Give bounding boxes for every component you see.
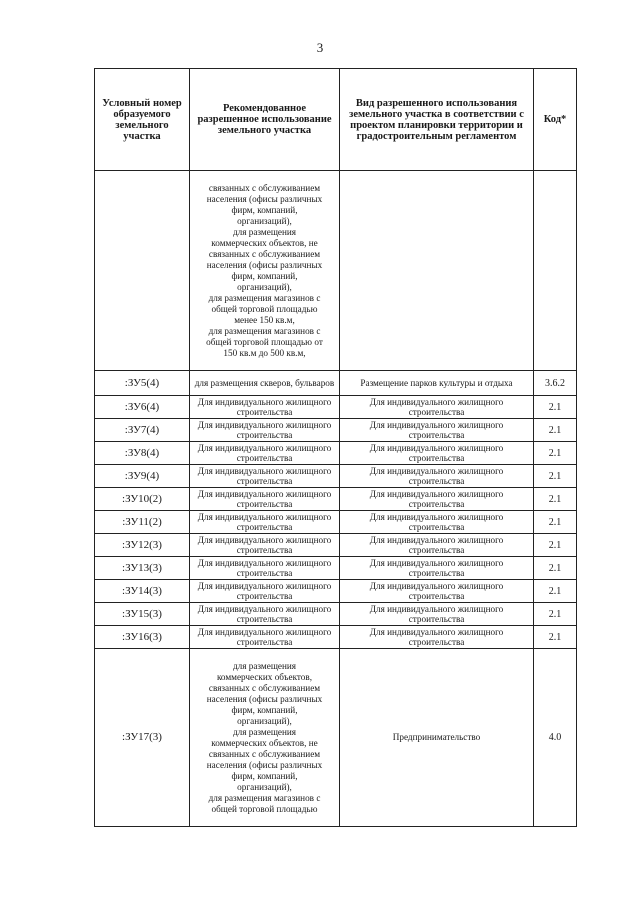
- cell-permitted-use: Для индивидуального жилищного строительства: [340, 396, 534, 419]
- cell-permitted-use: Для индивидуального жилищного строительства: [340, 465, 534, 488]
- table-row: [95, 534, 577, 557]
- header-plot-number: Условный номер образуемого земельного участка: [95, 69, 190, 171]
- table-row: [95, 511, 577, 534]
- cell-plot-number: :ЗУ7(4): [95, 419, 190, 442]
- land-plot-table: [94, 68, 577, 827]
- table-row: [95, 649, 577, 827]
- cell-code: 2.1: [534, 442, 577, 465]
- cell-recommended-use: Для индивидуального жилищного строительства: [190, 396, 340, 419]
- cell-empty: [95, 171, 190, 371]
- cell-plot-number: :ЗУ15(3): [95, 603, 190, 626]
- header-permitted-use-type: Вид разрешенного использования земельного участка в соответствии с проектом планировки территории и градостроительным регламентом: [340, 69, 534, 171]
- cell-code: 2.1: [534, 488, 577, 511]
- cell-plot-number: :ЗУ16(3): [95, 626, 190, 649]
- table-row: [95, 465, 577, 488]
- table-header-row: [95, 69, 577, 171]
- table-row: [95, 419, 577, 442]
- cell-code: 2.1: [534, 511, 577, 534]
- cell-recommended-use: связанных с обслуживанием населения (офисы различных фирм, компаний, организаций), для размещения коммерческих объектов, не связанных с обслуживанием населения (офисы различных фирм, компаний, организаций), для размещения магазинов с общей торговой площадью менее 150 кв.м, для размещения магазинов с общей торговой площадью от 150 кв.м до 500 кв.м,: [190, 171, 340, 371]
- cell-permitted-use: Размещение парков культуры и отдыха: [340, 371, 534, 396]
- cell-plot-number: :ЗУ8(4): [95, 442, 190, 465]
- cell-code: 2.1: [534, 603, 577, 626]
- cell-plot-number: :ЗУ12(3): [95, 534, 190, 557]
- cell-permitted-use: Для индивидуального жилищного строительства: [340, 419, 534, 442]
- cell-code: 2.1: [534, 419, 577, 442]
- cell-code: 2.1: [534, 557, 577, 580]
- cell-recommended-use: Для индивидуального жилищного строительства: [190, 419, 340, 442]
- table-row-continuation: [95, 171, 577, 371]
- cell-recommended-use: Для индивидуального жилищного строительства: [190, 580, 340, 603]
- cell-recommended-use: Для индивидуального жилищного строительства: [190, 557, 340, 580]
- cell-code: 2.1: [534, 396, 577, 419]
- page-number: 3: [316, 40, 324, 55]
- cell-recommended-use: для размещения коммерческих объектов, связанных с обслуживанием населения (офисы различных фирм, компаний, организаций), для размещения коммерческих объектов, не связанных с обслуживанием населения (офисы различных фирм, компаний, организаций), для размещения магазинов с общей торговой площадью: [190, 649, 340, 827]
- table-row: [95, 557, 577, 580]
- cell-recommended-use: Для индивидуального жилищного строительства: [190, 603, 340, 626]
- cell-plot-number: :ЗУ10(2): [95, 488, 190, 511]
- cell-permitted-use: Для индивидуального жилищного строительства: [340, 557, 534, 580]
- table-row: [95, 580, 577, 603]
- cell-code: 2.1: [534, 534, 577, 557]
- cell-plot-number: :ЗУ6(4): [95, 396, 190, 419]
- table-row: [95, 371, 577, 396]
- cell-recommended-use: Для индивидуального жилищного строительства: [190, 488, 340, 511]
- cell-permitted-use: Предпринимательство: [340, 649, 534, 827]
- cell-empty: [340, 171, 534, 371]
- cell-permitted-use: Для индивидуального жилищного строительства: [340, 511, 534, 534]
- cell-permitted-use: Для индивидуального жилищного строительства: [340, 580, 534, 603]
- cell-recommended-use: для размещения скверов, бульваров: [190, 371, 340, 396]
- table-row: [95, 488, 577, 511]
- cell-recommended-use: Для индивидуального жилищного строительства: [190, 534, 340, 557]
- cell-plot-number: :ЗУ9(4): [95, 465, 190, 488]
- cell-plot-number: :ЗУ14(3): [95, 580, 190, 603]
- table-row: [95, 603, 577, 626]
- cell-permitted-use: Для индивидуального жилищного строительства: [340, 603, 534, 626]
- table-row: [95, 442, 577, 465]
- table-row: [95, 626, 577, 649]
- cell-code: 2.1: [534, 580, 577, 603]
- cell-code: 2.1: [534, 626, 577, 649]
- header-code: Код*: [534, 69, 577, 171]
- cell-recommended-use: Для индивидуального жилищного строительства: [190, 626, 340, 649]
- cell-plot-number: :ЗУ13(3): [95, 557, 190, 580]
- cell-recommended-use: Для индивидуального жилищного строительства: [190, 511, 340, 534]
- cell-code: 4.0: [534, 649, 577, 827]
- cell-plot-number: :ЗУ17(3): [95, 649, 190, 827]
- header-recommended-use: Рекомендованное разрешенное использование земельного участка: [190, 69, 340, 171]
- cell-code: 3.6.2: [534, 371, 577, 396]
- cell-plot-number: :ЗУ11(2): [95, 511, 190, 534]
- cell-recommended-use: Для индивидуального жилищного строительства: [190, 442, 340, 465]
- cell-permitted-use: Для индивидуального жилищного строительства: [340, 534, 534, 557]
- cell-empty: [534, 171, 577, 371]
- cell-permitted-use: Для индивидуального жилищного строительства: [340, 488, 534, 511]
- cell-permitted-use: Для индивидуального жилищного строительства: [340, 442, 534, 465]
- cell-recommended-use: Для индивидуального жилищного строительства: [190, 465, 340, 488]
- cell-plot-number: :ЗУ5(4): [95, 371, 190, 396]
- table-row: [95, 396, 577, 419]
- cell-code: 2.1: [534, 465, 577, 488]
- cell-permitted-use: Для индивидуального жилищного строительства: [340, 626, 534, 649]
